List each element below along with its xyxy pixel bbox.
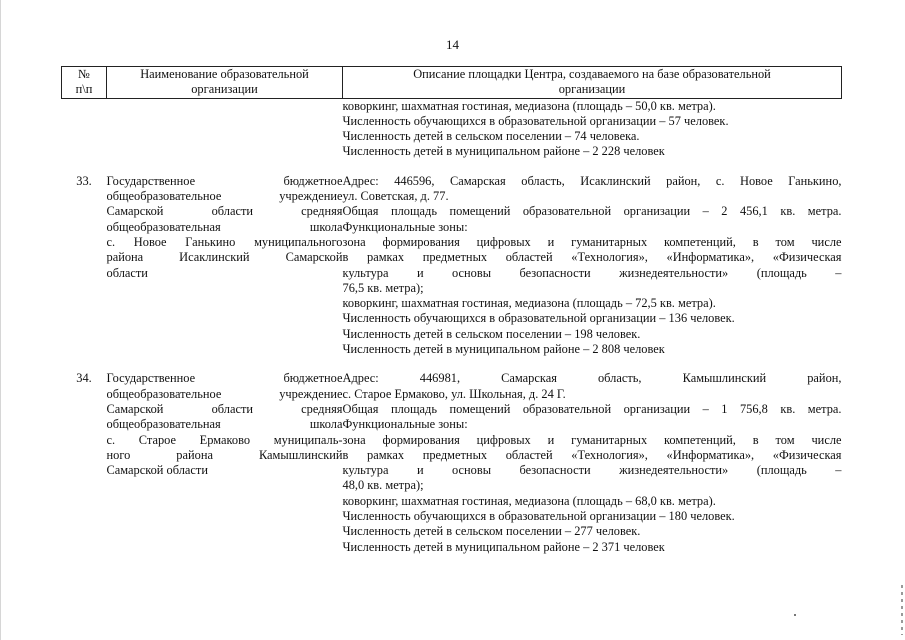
organization-line: Самарской области xyxy=(106,463,208,478)
header-organization xyxy=(107,67,343,99)
continuation-row xyxy=(62,98,842,160)
header-number-line: п\п xyxy=(75,82,93,97)
header-number xyxy=(62,67,107,99)
row-number: 33. xyxy=(76,173,92,188)
description-line: коворкинг, шахматная гостиная, медиазона (площадь – 50,0 кв. метра). xyxy=(342,98,716,113)
organization-line: района Исаклинский Самарской xyxy=(106,250,343,265)
description-line: Адрес: 446596, Самарская область, Исаклинский район, с. Новое Ганькино, xyxy=(342,173,842,188)
organization-line: Государственное бюджетное xyxy=(106,371,343,386)
organization-line: Самарской области средняя xyxy=(106,401,343,416)
scan-artifact xyxy=(901,585,903,635)
description-line: культура и основы безопасности жизнедеятельности» (площадь – xyxy=(342,463,842,478)
description-line: Численность детей в сельском поселении – 74 человека. xyxy=(342,129,640,144)
description-line: Численность детей в муниципальном районе – 2 228 человек xyxy=(342,144,665,159)
description-line: 76,5 кв. метра); xyxy=(342,280,424,295)
description-line: в рамках предметных областей «Технология», «Информатика», «Физическая xyxy=(342,447,842,462)
description-line: ул. Советская, д. 77. xyxy=(342,189,449,204)
organization-line: с. Старое Ермаково муниципаль- xyxy=(106,432,343,447)
table-row xyxy=(62,357,842,555)
organization-line: общеобразовательное учреждение xyxy=(106,189,343,204)
organization-cell xyxy=(107,357,343,555)
organization-line: ного района Камышлинский xyxy=(106,447,343,462)
description-line: Численность обучающихся в образовательной организации – 57 человек. xyxy=(342,113,729,128)
centers-table xyxy=(61,66,842,555)
description-line: с. Старое Ермаково, ул. Школьная, д. 24 Г. xyxy=(342,386,566,401)
description-line: коворкинг, шахматная гостиная, медиазона (площадь – 72,5 кв. метра). xyxy=(342,296,716,311)
continuation-number-cell xyxy=(62,98,107,160)
row-number: 34. xyxy=(76,371,92,386)
description-line: Численность детей в муниципальном районе – 2 808 человек xyxy=(342,342,665,357)
header-number-line: № xyxy=(78,67,90,81)
description-line: Численность детей в сельском поселении – 198 человек. xyxy=(342,326,641,341)
header-organization-line: Наименование образовательной xyxy=(140,67,309,81)
organization-line: общеобразовательная школа xyxy=(106,219,343,234)
description-line: Адрес: 446981, Самарская область, Камышлинский район, xyxy=(342,371,842,386)
organization-cell xyxy=(107,160,343,358)
description-line: коворкинг, шахматная гостиная, медиазона (площадь – 68,0 кв. метра). xyxy=(342,493,716,508)
scan-speck xyxy=(794,614,796,616)
header-description xyxy=(343,67,842,99)
description-line: Численность обучающихся в образовательной организации – 136 человек. xyxy=(342,311,735,326)
description-cell xyxy=(343,160,842,358)
description-line: Функциональные зоны: xyxy=(342,219,468,234)
description-line: Функциональные зоны: xyxy=(342,417,468,432)
table-header-row xyxy=(62,67,842,99)
description-cell xyxy=(343,357,842,555)
continuation-description-cell xyxy=(343,98,842,160)
organization-line: Самарской области средняя xyxy=(106,204,343,219)
organization-line: общеобразовательное учреждение xyxy=(106,386,343,401)
description-line: зона формирования цифровых и гуманитарных компетенций, в том числе xyxy=(342,432,842,447)
description-line: в рамках предметных областей «Технология», «Информатика», «Физическая xyxy=(342,250,842,265)
description-line: Общая площадь помещений образовательной организации – 2 456,1 кв. метра. xyxy=(342,204,842,219)
organization-line: области xyxy=(106,265,148,280)
description-line: 48,0 кв. метра); xyxy=(342,478,424,493)
continuation-organization-cell xyxy=(107,98,343,160)
description-line: зона формирования цифровых и гуманитарных компетенций, в том числе xyxy=(342,234,842,249)
description-line: Общая площадь помещений образовательной организации – 1 756,8 кв. метра. xyxy=(342,401,842,416)
page-edge xyxy=(0,0,1,640)
page-number: 14 xyxy=(446,37,459,52)
description-line: Численность детей в муниципальном районе – 2 371 человек xyxy=(342,539,665,554)
description-line: Численность детей в сельском поселении – 277 человек. xyxy=(342,524,641,539)
header-description-line: организации xyxy=(558,82,626,97)
header-organization-line: организации xyxy=(191,82,258,97)
description-line: культура и основы безопасности жизнедеятельности» (площадь – xyxy=(342,265,842,280)
header-description-line: Описание площадки Центра, создаваемого на базе образовательной xyxy=(413,67,771,81)
description-line: Численность обучающихся в образовательной организации – 180 человек. xyxy=(342,509,735,524)
organization-line: Государственное бюджетное xyxy=(106,173,343,188)
organization-line: общеобразовательная школа xyxy=(106,417,343,432)
table-row xyxy=(62,160,842,358)
organization-line: с. Новое Ганькино муниципального xyxy=(106,234,343,249)
